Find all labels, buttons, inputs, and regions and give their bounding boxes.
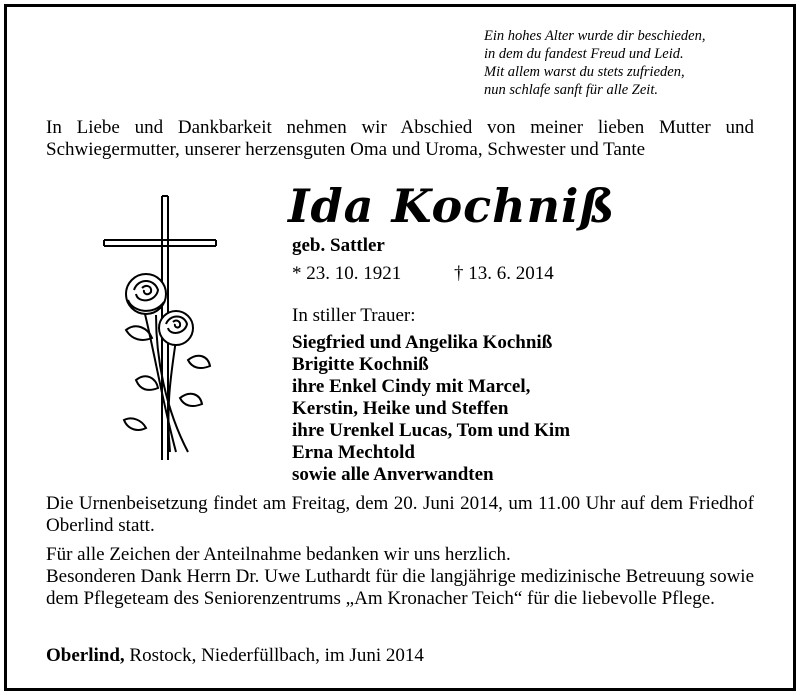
mourners-list: [292, 332, 570, 486]
mourner: ihre Enkel Cindy mit Marcel,: [292, 376, 531, 397]
thanks-line: Für alle Zeichen der Anteilnahme bedanken wir uns herzlich.: [46, 544, 511, 565]
thanks-line: Besonderen Dank Herrn Dr. Uwe Luthardt für die langjährige medizinische Betreuung sowie dem Pflegeteam des Seniorenzentrums „Am Kronacher Teich“ für die liebevolle Pflege.: [46, 566, 754, 609]
mourner: ihre Urenkel Lucas, Tom und Kim: [292, 420, 571, 441]
closing-line: [46, 645, 424, 667]
cross-with-roses-icon: [96, 190, 226, 470]
closing-rest: Rostock, Niederfüllbach, im Juni 2014: [124, 645, 424, 666]
mourner: Kerstin, Heike und Steffen: [292, 398, 509, 419]
poem: [484, 27, 784, 99]
maiden-name: geb. Sattler: [292, 235, 385, 256]
mourner: sowie alle Anverwandten: [292, 464, 494, 485]
intro-text: In Liebe und Dankbarkeit nehmen wir Abschied von meiner lieben Mutter und Schwiegermutter, unserer herzensguten Oma und Uroma, Schwester und Tante: [46, 117, 754, 160]
mourner: Erna Mechtold: [292, 442, 415, 463]
life-dates: [292, 263, 554, 285]
deceased-name: Ida Kochniß: [288, 179, 616, 233]
mourner: Siegfried und Angelika Kochniß: [292, 332, 553, 353]
burial-notice: Die Urnenbeisetzung findet am Freitag, dem 20. Juni 2014, um 11.00 Uhr auf dem Friedhof Oberlind statt.: [46, 493, 754, 536]
closing-place: Oberlind,: [46, 645, 125, 666]
mourning-label: In stiller Trauer:: [292, 305, 416, 326]
mourner: Brigitte Kochniß: [292, 354, 429, 375]
birth-date: * 23. 10. 1921: [292, 263, 402, 284]
poem-line: Ein hohes Alter wurde dir beschieden,: [484, 28, 706, 44]
poem-line: Mit allem warst du stets zufrieden,: [484, 64, 685, 80]
poem-line: nun schlafe sanft für alle Zeit.: [484, 82, 658, 98]
poem-line: in dem du fandest Freud und Leid.: [484, 46, 684, 62]
thanks-section: [46, 544, 754, 610]
death-date: † 13. 6. 2014: [454, 263, 554, 284]
